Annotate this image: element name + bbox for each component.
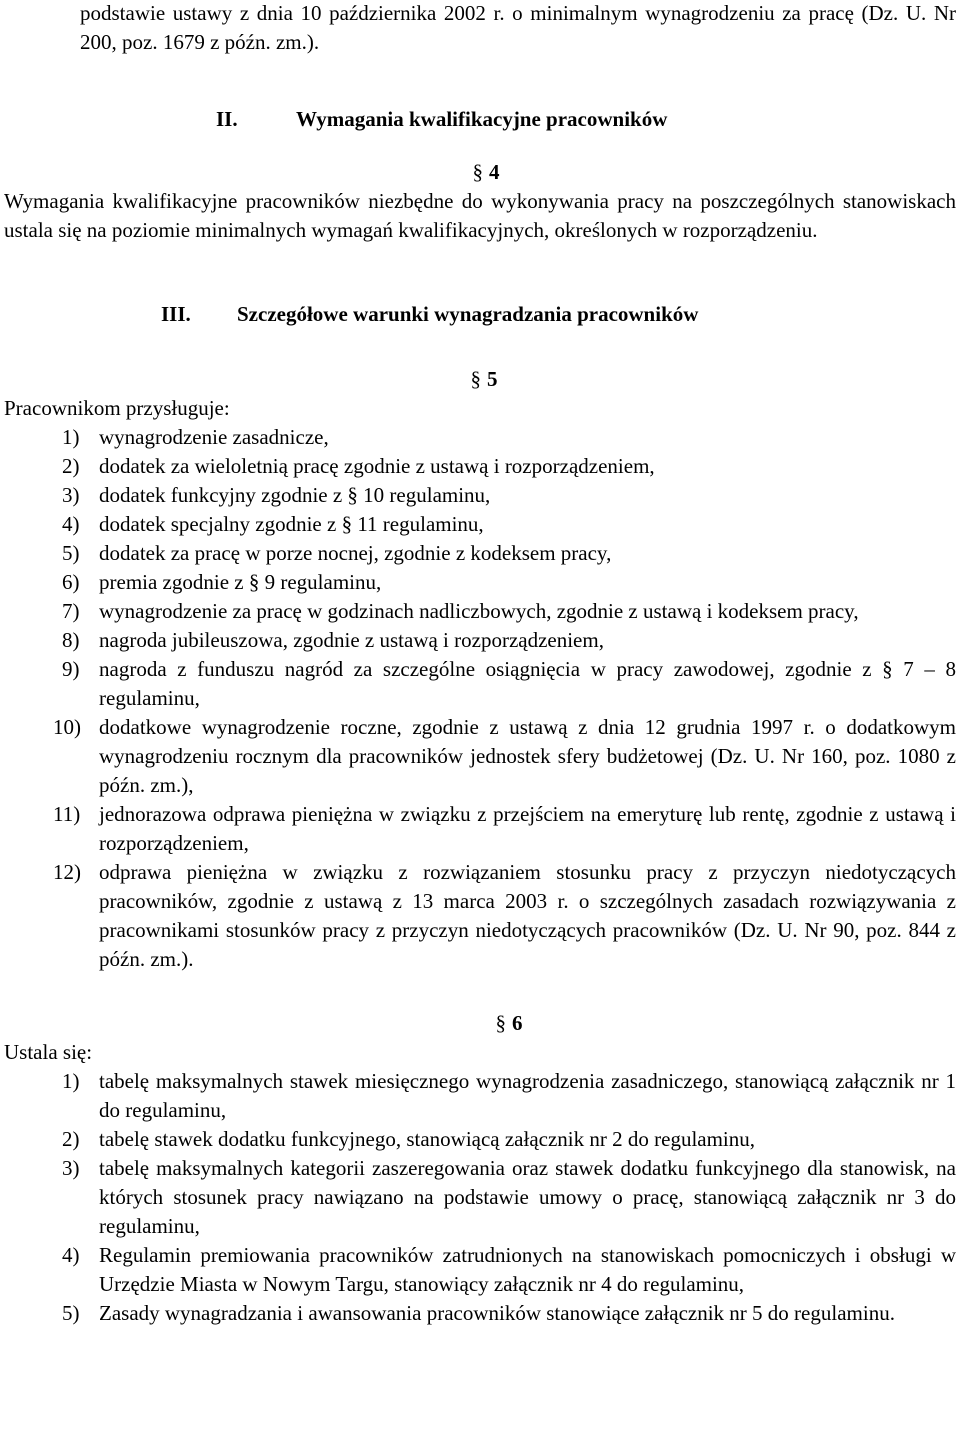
list-item-number: 8) — [62, 628, 80, 652]
list-item-text: premia zgodnie z § 9 regulaminu, — [99, 570, 382, 594]
list-item — [4, 1299, 956, 1328]
paragraph-5-lead: Pracownikom przysługuje: — [4, 396, 230, 420]
section-sign-icon: § — [495, 1011, 506, 1035]
paragraph-4-text: Wymagania kwalifikacyjne pracowników niezbędne do wykonywania pracy na poszczególnych stanowiskach ustala się na poziomie minimalnych wymagań kwalifikacyjnych, określonych w rozporządzeniu. — [4, 189, 956, 242]
section-heading-2 — [4, 105, 956, 134]
list-item-number: 11) — [53, 802, 81, 826]
list-item-text: dodatek specjalny zgodnie z § 11 regulaminu, — [99, 512, 484, 536]
list-item-text: dodatkowe wynagrodzenie roczne, zgodnie z ustawą z dnia 12 grudnia 1997 r. o dodatkowym wynagrodzeniu rocznym dla pracowników jednostek sfery budżetowej (Dz. U. Nr 160, poz. 1080 z późn. zm.), — [99, 715, 956, 797]
list-item-text: jednorazowa odprawa pieniężna w związku z przejściem na emeryturę lub rentę, zgodnie z ustawą i rozporządzeniem, — [99, 802, 956, 855]
section-number: II. — [216, 107, 238, 131]
list-item-text: Zasady wynagradzania i awansowania pracowników stanowiące załącznik nr 5 do regulaminu. — [99, 1301, 895, 1325]
list-item — [4, 539, 956, 568]
list-item-number: 5) — [62, 541, 80, 565]
paragraph-number: 6 — [512, 1011, 523, 1035]
list-item — [4, 713, 956, 800]
list-item-text: tabelę stawek dodatku funkcyjnego, stanowiącą załącznik nr 2 do regulaminu, — [99, 1127, 756, 1151]
list-item-text: dodatek funkcyjny zgodnie z § 10 regulaminu, — [99, 483, 491, 507]
list-item-text: Regulamin premiowania pracowników zatrudnionych na stanowiskach pomocniczych i obsługi w Urzędzie Miasta w Nowym Targu, stanowiący załącznik nr 4 do regulaminu, — [99, 1243, 956, 1296]
intro-paragraph: podstawie ustawy z dnia 10 października 2002 r. o minimalnym wynagrodzeniu za pracę (Dz. U. Nr 200, poz. 1679 z późn. zm.). — [80, 1, 956, 54]
list-item-text: tabelę maksymalnych stawek miesięcznego wynagrodzenia zasadniczego, stanowiącą załącznik nr 1 do regulaminu, — [99, 1069, 956, 1122]
paragraph-heading-5 — [4, 365, 956, 394]
list-item — [4, 800, 956, 858]
list-item — [4, 626, 956, 655]
list-item — [4, 655, 956, 713]
list-item-number: 12) — [53, 860, 81, 884]
section-sign-icon: § — [470, 367, 481, 391]
appendices-list — [4, 1067, 956, 1328]
paragraph-number: 5 — [487, 367, 498, 391]
list-item-text: nagroda z funduszu nagród za szczególne osiągnięcia w pracy zawodowej, zgodnie z § 7 – 8 regulaminu, — [99, 657, 956, 710]
list-item — [4, 597, 956, 626]
list-item — [4, 1067, 956, 1125]
list-item-text: tabelę maksymalnych kategorii zaszeregowania oraz stawek dodatku funkcyjnego dla stanowisk, na których stosunek pracy nawiązano na podstawie umowy o pracę, stanowiącą załącznik nr 3 do regulaminu, — [99, 1156, 956, 1238]
paragraph-heading-4 — [4, 158, 956, 187]
list-item-number: 6) — [62, 570, 80, 594]
list-item-number: 2) — [62, 1127, 80, 1151]
list-item — [4, 481, 956, 510]
list-item — [4, 1241, 956, 1299]
list-item-number: 1) — [62, 1069, 80, 1093]
list-item-text: dodatek za wieloletnią pracę zgodnie z ustawą i rozporządzeniem, — [99, 454, 655, 478]
list-item-number: 4) — [62, 1243, 80, 1267]
list-item — [4, 423, 956, 452]
section-number: III. — [161, 302, 191, 326]
document-page — [4, 0, 956, 1328]
section-sign-icon: § — [472, 160, 483, 184]
paragraph-heading-6 — [4, 1009, 956, 1038]
list-item — [4, 858, 956, 974]
entitlements-list — [4, 423, 956, 974]
list-item-number: 9) — [62, 657, 80, 681]
paragraph-6-lead: Ustala się: — [4, 1040, 93, 1064]
section-title: Wymagania kwalifikacyjne pracowników — [296, 107, 668, 131]
list-item-text: wynagrodzenie zasadnicze, — [99, 425, 329, 449]
list-item-number: 7) — [62, 599, 80, 623]
paragraph-number: 4 — [489, 160, 500, 184]
list-item-text: wynagrodzenie za pracę w godzinach nadliczbowych, zgodnie z ustawą i kodeksem pracy, — [99, 599, 859, 623]
list-item — [4, 568, 956, 597]
list-item-text: odprawa pieniężna w związku z rozwiązaniem stosunku pracy z przyczyn niedotyczących pracowników, zgodnie z ustawą z 13 marca 2003 r. o szczególnych zasadach rozwiązywania z pracownikami stosunków pracy z przyczyn niedotyczących pracowników (Dz. U. Nr 90, poz. 844 z późn. zm.). — [99, 860, 956, 971]
list-item — [4, 452, 956, 481]
list-item-number: 3) — [62, 483, 80, 507]
list-item — [4, 510, 956, 539]
section-heading-3 — [4, 300, 956, 329]
list-item-text: dodatek za pracę w porze nocnej, zgodnie z kodeksem pracy, — [99, 541, 612, 565]
list-item — [4, 1154, 956, 1241]
list-item-number: 1) — [62, 425, 80, 449]
list-item-text: nagroda jubileuszowa, zgodnie z ustawą i rozporządzeniem, — [99, 628, 604, 652]
list-item-number: 2) — [62, 454, 80, 478]
list-item-number: 3) — [62, 1156, 80, 1180]
list-item — [4, 1125, 956, 1154]
list-item-number: 10) — [53, 715, 81, 739]
list-item-number: 5) — [62, 1301, 80, 1325]
list-item-number: 4) — [62, 512, 80, 536]
section-title: Szczegółowe warunki wynagradzania pracowników — [237, 302, 699, 326]
